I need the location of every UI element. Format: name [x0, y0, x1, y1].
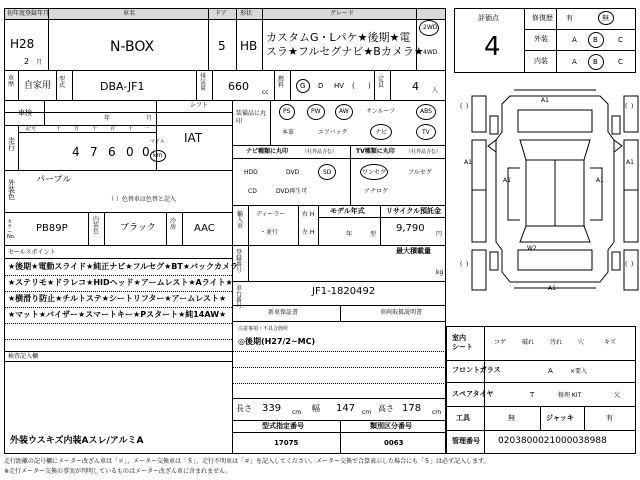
owners-manual: 車両取扱説明書	[380, 309, 423, 316]
sales-point-label: セールスポイント	[8, 249, 56, 256]
shaken-year-unit: 年	[104, 115, 111, 122]
spare-tire-kit: 修理 KIT	[558, 392, 582, 399]
damage-a1-right-inner: A1	[596, 177, 604, 184]
capacity-label: 定員	[378, 76, 385, 89]
interior-color-label: 内装色	[93, 216, 100, 235]
recycle-value: 9,790	[396, 223, 425, 234]
ac-label: 冷房	[170, 218, 177, 231]
shape-value: HB	[240, 39, 258, 53]
width-unit: cm	[362, 409, 372, 416]
bracket-close-top-left: )	[466, 103, 469, 110]
reg-month-value: 2	[24, 57, 30, 66]
footer-line-1: 走行距離の記号欄にメーター改ざん車は「＊」、メーター交換車は「＄」、走行不明車は「＃」を記入してください。メーター交換で合算表示した場合にも「＄」は必ず記入します。	[4, 458, 490, 465]
jack-value: 有	[606, 414, 613, 422]
capacity-unit: 人	[432, 87, 439, 94]
bracket-open-bottom-right: (	[625, 261, 628, 268]
bracket-close-bottom-right: )	[631, 261, 634, 268]
exterior-grade-c: C	[618, 36, 623, 44]
color-no-value: PB89P	[36, 223, 68, 234]
mileage-label: 走行	[8, 137, 15, 152]
spare-tire-label: スペアタイヤ	[452, 390, 494, 398]
nav-dvd-play: DVD再生可	[276, 188, 308, 195]
score-value: 4	[484, 32, 501, 62]
damage-a1-left-inner: A1	[503, 177, 511, 184]
jack-label: ジャッキ	[546, 414, 574, 422]
mileage-digit-4: 0	[126, 145, 134, 159]
ac-value: AAC	[194, 223, 215, 234]
grade-line2: スラ★フルセグナビ★Bカメラ★	[266, 45, 424, 58]
sheet-hole: 穴	[578, 339, 585, 346]
car-name-label: 車名	[123, 10, 136, 17]
fuel-label: 燃料	[278, 76, 285, 89]
interior-grade-label: 内装	[534, 57, 548, 65]
bracket-open-top-left: (	[460, 103, 463, 110]
equip-tv: TV	[422, 129, 430, 136]
shaken-label: 車検	[18, 109, 32, 117]
mileage-symbol-label: 記号	[26, 126, 37, 132]
spare-tire-missing: 欠	[614, 392, 621, 399]
sheet-burn: コゲ	[494, 339, 507, 346]
equip-pw: PW	[311, 108, 321, 115]
shaken-month-unit: 月	[146, 115, 153, 122]
sales-line-2: ★ステリモ★ドラレコ★HIDヘッド★アームレスト★Aライト★	[8, 278, 233, 287]
nav-sd: SD	[323, 169, 332, 176]
equip-ps: PS	[283, 108, 291, 115]
recycle-label: リサイクル預託金	[386, 207, 442, 215]
grade-label: グレード	[330, 10, 355, 17]
import-right: 右 H	[302, 211, 315, 218]
exterior-color-note: （ ）色替車は色替と記入	[108, 196, 176, 203]
exterior-grade-label: 外装	[534, 35, 548, 43]
mileage-digit-2: 7	[90, 145, 98, 159]
model-year-label: モデル年式	[330, 207, 365, 215]
mile-label: マイル	[150, 139, 165, 145]
unit-ichi: 一	[144, 126, 150, 132]
sheet-stain: 汚れ	[550, 339, 563, 346]
reg-year-value: H28	[10, 37, 35, 51]
shape-label: 形状	[240, 10, 253, 17]
new-car-warranty: 新車保証書	[268, 309, 299, 316]
equip-aw: AW	[339, 108, 349, 115]
management-number: 0203800021000038988	[498, 436, 607, 446]
nav-dvd: DVD	[286, 169, 300, 176]
nav-cd: CD	[248, 188, 257, 195]
damage-a1-right: A1	[626, 159, 634, 166]
notes-label: 注意事項・不具合箇所	[238, 326, 289, 332]
import-left: 左 H	[302, 229, 315, 236]
damage-w2: W2	[527, 245, 537, 252]
tv-kind-label: TV種類に丸印	[356, 148, 395, 155]
usage-value: 自家用	[24, 81, 52, 91]
room-sheet-label: 室内 シート	[452, 334, 473, 352]
damage-a1-top: A1	[541, 97, 549, 104]
height-value: 178	[402, 403, 422, 414]
width-value: 147	[336, 403, 356, 414]
inspector-text: 外装ウスキズ内装Aスレ/アルミA	[10, 436, 144, 446]
unit-hyaku: 百	[110, 126, 116, 132]
shift-value: IAT	[184, 131, 203, 145]
model-unit: 型	[370, 231, 377, 238]
tv-analog: アナログ	[364, 188, 389, 195]
doors-label: ドア	[215, 10, 227, 17]
nav-kind-label: ナビ種類に丸印	[246, 148, 289, 155]
km-label: km	[153, 152, 163, 159]
tools-none: 無	[508, 414, 515, 422]
color-no-label: カラーNo.	[7, 219, 16, 240]
tv-oneseg: ワンセグ	[362, 169, 387, 176]
frame-number: JF1-1820492	[312, 286, 376, 297]
max-load-label: 最大積載量	[396, 247, 431, 255]
import-label: 輸入車	[237, 211, 244, 230]
exterior-grade-a: A	[572, 36, 577, 44]
import-parallel: ・並行	[260, 229, 279, 236]
inspector-label: 検査記入欄	[8, 353, 39, 360]
sheet-tear: 破れ	[522, 339, 535, 346]
tv-kind-sub: （社外品含む）	[406, 149, 442, 155]
repair-yes: 有	[566, 14, 573, 22]
damage-a1-bottom: A1	[548, 285, 556, 292]
notes-text: ◎後期(H27/2~MC)	[238, 337, 316, 346]
bracket-close-bottom-left: )	[466, 261, 469, 268]
equip-airbag: エアバック	[318, 129, 348, 136]
import-dealer: ディーラー	[256, 211, 286, 218]
front-glass-a: A	[548, 367, 553, 375]
exterior-color-value: パープル	[36, 175, 72, 185]
interior-grade-b: B	[593, 58, 598, 66]
management-label: 管理番号	[452, 437, 480, 445]
model-value: DBA-JF1	[100, 80, 145, 93]
displacement-label: 排気量	[200, 73, 207, 92]
history-label: 車 歴	[8, 75, 15, 88]
equipment-label: 装備品に丸印	[236, 110, 267, 125]
equip-abs: ABS	[420, 108, 432, 115]
class-label: 類別区分番号	[370, 422, 412, 430]
type-cert-label: 型式指定番号	[262, 422, 304, 430]
capacity-value: 4	[412, 80, 419, 93]
doors-value: 5	[218, 39, 226, 53]
length-label: 長さ	[236, 404, 252, 413]
unit-sen: 千	[92, 126, 98, 132]
fuel-g: G	[300, 82, 306, 90]
drive-4wd: 4WD	[423, 49, 438, 56]
repair-no: 無	[602, 14, 609, 22]
tv-fullseg: フルセグ	[408, 169, 432, 176]
tools-label: 工具	[456, 414, 470, 422]
nav-hdd: HDD	[244, 169, 258, 176]
sheet-scratch: キズ	[604, 339, 616, 346]
length-unit: cm	[292, 409, 302, 416]
spare-tire-t: T	[530, 391, 535, 399]
exterior-color-label: 外装色	[8, 179, 15, 201]
nav-kind-sub: （社外品含む）	[302, 149, 338, 155]
exterior-grade-b: B	[593, 36, 598, 44]
reg-year-label: 初年度登録年月	[7, 10, 50, 17]
bracket-close-top-right: )	[631, 103, 634, 110]
model-year-unit: 年	[346, 231, 353, 238]
displacement-value: 660	[228, 80, 249, 93]
score-label: 評価点	[478, 14, 499, 22]
unit-man: 万	[74, 126, 80, 132]
shift-label: シフト	[190, 102, 209, 109]
reg-no-label: 登録番号	[236, 249, 243, 274]
fuel-paren-open: (	[352, 82, 355, 90]
equip-navi: ナビ	[375, 129, 388, 136]
drive-2wd: 2WD	[423, 24, 438, 31]
grade-line1: カスタムG・Lパケ★後期★電	[266, 31, 411, 44]
unit-ju: 十	[128, 126, 134, 132]
height-unit: cm	[432, 409, 442, 416]
equip-sunroof: サンルーフ	[366, 108, 396, 115]
bracket-open-bottom-left: (	[460, 261, 463, 268]
footer-line-2: ※走行メーター交換の事実が判明しているものはメーター改ざん車に含まれません。	[4, 468, 232, 475]
fuel-hv: HV	[334, 82, 345, 90]
sales-line-1: ★後期★電動スライド★純正ナビ★フルセグ★BT★バックカメラ	[8, 262, 239, 271]
sales-line-4: ★マット★バイザー★スマートキー★Pスタート★純14AW★	[8, 310, 227, 319]
interior-color-value: ブラック	[120, 223, 156, 233]
fuel-d: D	[318, 82, 324, 90]
height-label: 高さ	[378, 404, 394, 413]
equip-leather: 本革	[282, 129, 295, 136]
car-name-value: N-BOX	[110, 39, 155, 55]
interior-grade-c: C	[618, 58, 623, 66]
frame-label: 車台番号	[236, 285, 243, 310]
recycle-yen-unit: 円	[436, 231, 443, 238]
reg-month-unit: 月	[36, 59, 43, 66]
bracket-open-top-right: (	[625, 103, 628, 110]
length-value: 339	[262, 403, 282, 414]
front-glass-repair: ×要入	[570, 368, 588, 375]
front-glass-label: フロントガラス	[452, 366, 501, 374]
model-label: 型式	[59, 76, 66, 89]
repair-label: 修復歴	[532, 14, 553, 22]
sales-line-3: ★横滑り防止★チルトステ★シートリフター★アームレスト★	[8, 294, 227, 303]
max-load-unit: kg	[436, 269, 444, 276]
type-cert-value: 17075	[274, 439, 299, 447]
cc-unit: cc	[262, 89, 269, 96]
damage-a1-left: A1	[464, 159, 472, 166]
interior-grade-a: A	[572, 58, 577, 66]
width-label: 幅	[312, 404, 320, 413]
mileage-digit-5: 0	[142, 145, 150, 159]
mileage-digit-3: 6	[108, 145, 116, 159]
class-value: 0063	[384, 439, 404, 447]
unit-ten-man: 十	[56, 126, 62, 132]
fuel-paren-close: )	[368, 82, 371, 90]
mileage-digit-1: 4	[72, 145, 80, 159]
